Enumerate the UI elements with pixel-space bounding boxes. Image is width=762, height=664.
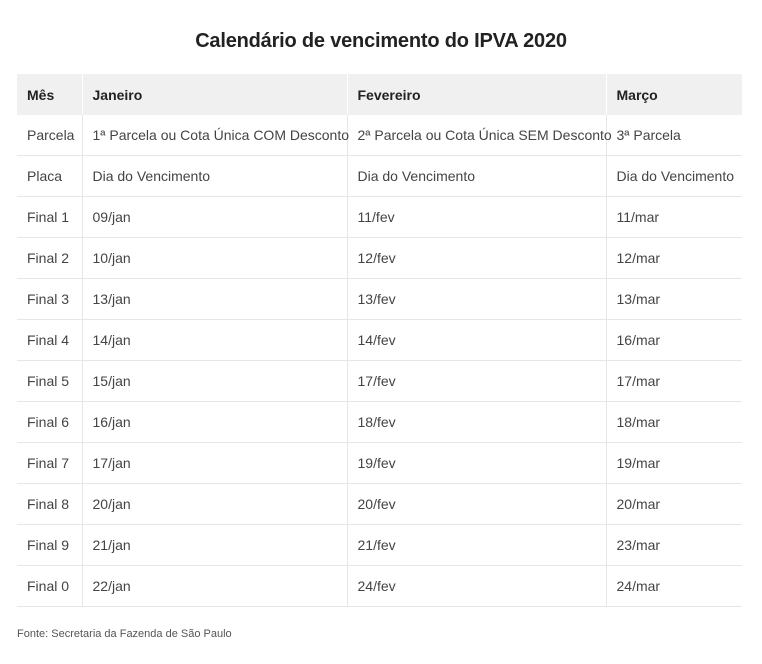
cell-label: Parcela <box>17 115 82 156</box>
table-row <box>17 197 742 238</box>
cell-janeiro: 15/jan <box>82 361 347 402</box>
cell-janeiro: 1ª Parcela ou Cota Única COM Desconto <box>82 115 347 156</box>
cell-janeiro: 13/jan <box>82 279 347 320</box>
source-note: Fonte: Secretaria da Fazenda de São Paulo <box>17 628 232 640</box>
cell-label: Final 5 <box>17 361 82 402</box>
header-fevereiro: Fevereiro <box>347 74 606 115</box>
cell-fevereiro: 14/fev <box>347 320 606 361</box>
cell-marco: 12/mar <box>606 238 742 279</box>
cell-marco: Dia do Vencimento <box>606 156 742 197</box>
cell-label: Final 8 <box>17 484 82 525</box>
table-row <box>17 402 742 443</box>
cell-label: Final 1 <box>17 197 82 238</box>
cell-marco: 20/mar <box>606 484 742 525</box>
cell-label: Placa <box>17 156 82 197</box>
table-row <box>17 566 742 607</box>
cell-marco: 11/mar <box>606 197 742 238</box>
table-row <box>17 443 742 484</box>
table-row <box>17 115 742 156</box>
table-body <box>17 115 742 607</box>
page-title: Calendário de vencimento do IPVA 2020 <box>195 30 567 52</box>
cell-janeiro: Dia do Vencimento <box>82 156 347 197</box>
cell-fevereiro: Dia do Vencimento <box>347 156 606 197</box>
table-row <box>17 156 742 197</box>
cell-fevereiro: 24/fev <box>347 566 606 607</box>
cell-marco: 17/mar <box>606 361 742 402</box>
cell-fevereiro: 2ª Parcela ou Cota Única SEM Desconto <box>347 115 606 156</box>
cell-marco: 19/mar <box>606 443 742 484</box>
cell-marco: 16/mar <box>606 320 742 361</box>
cell-janeiro: 21/jan <box>82 525 347 566</box>
table-row <box>17 320 742 361</box>
table-row <box>17 525 742 566</box>
cell-janeiro: 09/jan <box>82 197 347 238</box>
table-row <box>17 484 742 525</box>
table-header-row <box>17 74 742 115</box>
header-mes: Mês <box>17 74 82 115</box>
cell-fevereiro: 20/fev <box>347 484 606 525</box>
cell-fevereiro: 19/fev <box>347 443 606 484</box>
cell-label: Final 9 <box>17 525 82 566</box>
cell-marco: 3ª Parcela <box>606 115 742 156</box>
cell-fevereiro: 12/fev <box>347 238 606 279</box>
cell-marco: 13/mar <box>606 279 742 320</box>
header-marco: Março <box>606 74 742 115</box>
table-row <box>17 279 742 320</box>
cell-fevereiro: 13/fev <box>347 279 606 320</box>
cell-label: Final 7 <box>17 443 82 484</box>
cell-label: Final 2 <box>17 238 82 279</box>
cell-janeiro: 17/jan <box>82 443 347 484</box>
cell-fevereiro: 21/fev <box>347 525 606 566</box>
cell-marco: 23/mar <box>606 525 742 566</box>
table-row <box>17 238 742 279</box>
cell-janeiro: 10/jan <box>82 238 347 279</box>
cell-janeiro: 20/jan <box>82 484 347 525</box>
cell-janeiro: 22/jan <box>82 566 347 607</box>
cell-marco: 18/mar <box>606 402 742 443</box>
ipva-calendar-table <box>17 74 742 607</box>
cell-label: Final 0 <box>17 566 82 607</box>
table-row <box>17 361 742 402</box>
cell-label: Final 3 <box>17 279 82 320</box>
cell-fevereiro: 17/fev <box>347 361 606 402</box>
cell-janeiro: 14/jan <box>82 320 347 361</box>
header-janeiro: Janeiro <box>82 74 347 115</box>
cell-fevereiro: 18/fev <box>347 402 606 443</box>
cell-janeiro: 16/jan <box>82 402 347 443</box>
cell-fevereiro: 11/fev <box>347 197 606 238</box>
cell-label: Final 6 <box>17 402 82 443</box>
cell-marco: 24/mar <box>606 566 742 607</box>
cell-label: Final 4 <box>17 320 82 361</box>
